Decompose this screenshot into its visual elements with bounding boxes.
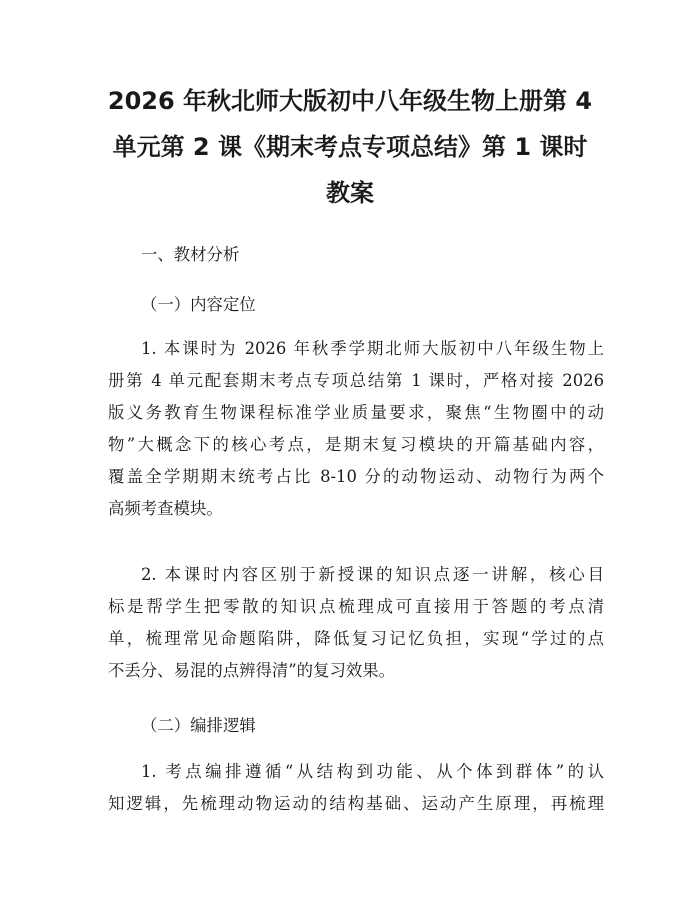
paragraph-arrangement-logic-1 [108, 756, 604, 820]
paragraph-line: 不丢分、易混的点辨得清”的复习效果。 [108, 661, 396, 680]
paragraph-line: 2. 本课时内容区别于新授课的知识点逐一讲解，核心目 [141, 565, 604, 584]
title-line-3: 教案 [326, 179, 374, 207]
subsection-heading-arrangement-logic: （二）编排逻辑 [141, 716, 256, 735]
paragraph-content-positioning-1 [108, 333, 604, 525]
subsection-heading-content-positioning: （一）内容定位 [141, 295, 256, 314]
paragraph-line: 册第 4 单元配套期末考点专项总结第 1 课时，严格对接 2026 [108, 371, 604, 390]
paragraph-line: 版义务教育生物课程标准学业质量要求，聚焦“生物圈中的动 [108, 403, 604, 422]
paragraph-line: 单，梳理常见命题陷阱，降低复习记忆负担，实现“学过的点 [108, 629, 604, 648]
paragraph-line: 物”大概念下的核心考点，是期末复习模块的开篇基础内容， [108, 435, 604, 454]
paragraph-content-positioning-2 [108, 559, 604, 687]
paragraph-line: 1. 本课时为 2026 年秋季学期北师大版初中八年级生物上 [141, 339, 604, 358]
paragraph-line: 高频考查模块。 [108, 499, 223, 518]
paragraph-line: 知逻辑，先梳理动物运动的结构基础、运动产生原理，再梳理 [108, 794, 604, 813]
title-line-1: 2026 年秋北师大版初中八年级生物上册第 4 [107, 87, 593, 115]
paragraph-line: 覆盖全学期期末统考占比 8-10 分的动物运动、动物行为两个 [108, 467, 604, 486]
paragraph-line: 1. 考点编排遵循“从结构到功能、从个体到群体”的认 [141, 762, 604, 781]
paragraph-line: 标是帮学生把零散的知识点梳理成可直接用于答题的考点清 [108, 597, 604, 616]
section-heading-teaching-material-analysis: 一、教材分析 [141, 245, 240, 264]
title-line-2: 单元第 2 课《期末考点专项总结》第 1 课时 [112, 133, 588, 161]
document-title [100, 78, 600, 216]
